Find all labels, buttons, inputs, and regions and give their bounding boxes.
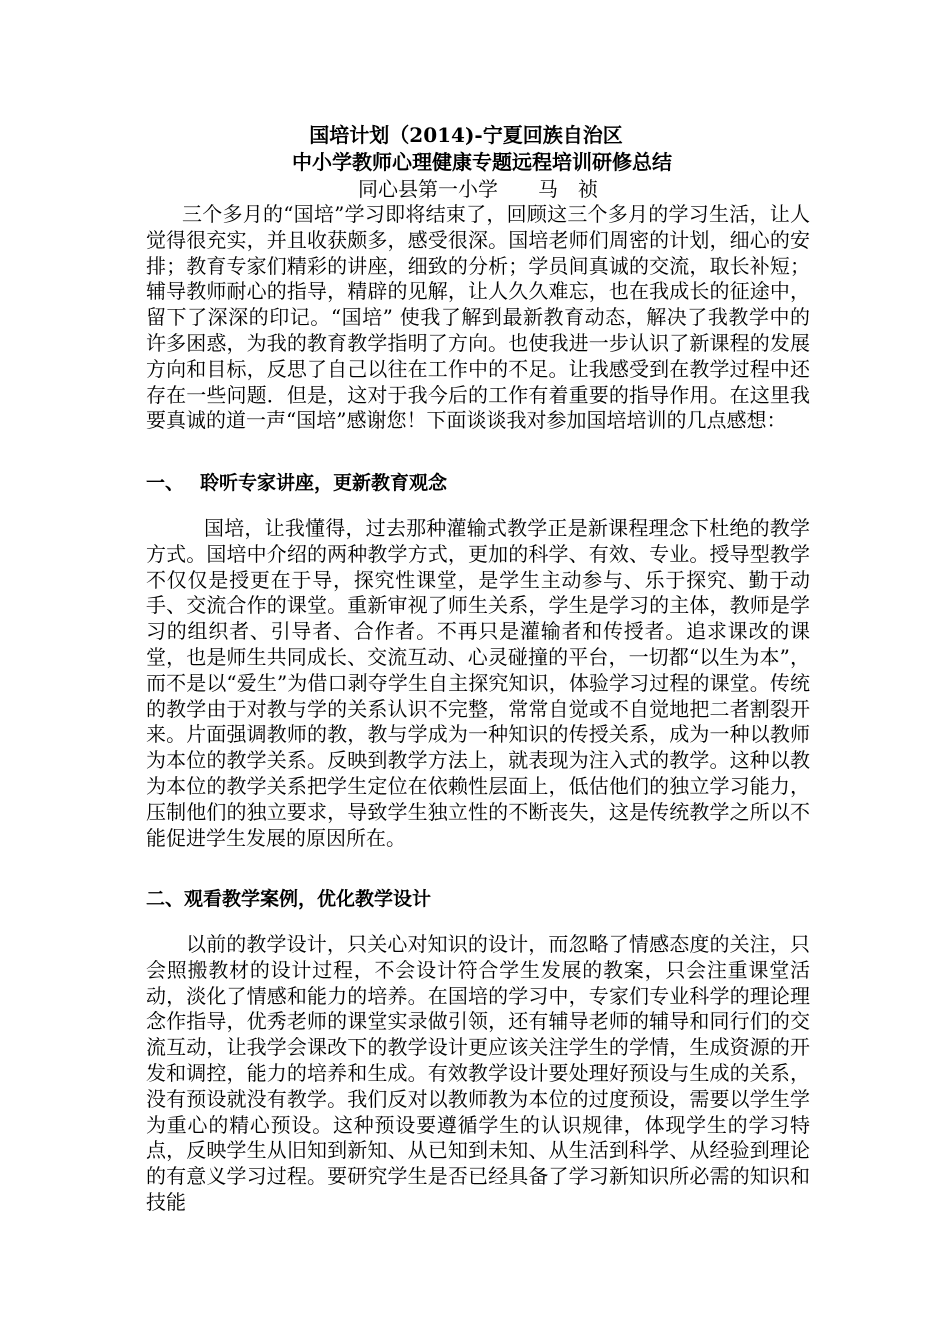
section-heading-1-number: 一、 xyxy=(146,472,185,494)
author-name: 马 祯 xyxy=(538,177,598,201)
author-school: 同心县第一小学 xyxy=(358,177,498,201)
section-heading-2: 二、观看教学案例，优化教学设计 xyxy=(146,888,432,910)
title-block xyxy=(146,122,810,202)
section-2-paragraph: 以前的教学设计，只关心对知识的设计，而忽略了情感态度的关注，只会照搬教材的设计过程，不会设计符合学生发展的教案，只会注重课堂活动，淡化了情感和能力的培养。在国培的学习中，专家们专业科学的理论理念作指导，优秀老师的课堂实录做引领，还有辅导老师的辅导和同行们的交流互动，让我学会课改下的教学设计更应该关注学生的学情，生成资源的开发和调控，能力的培养和生成。有效教学设计要处理好预设与生成的关系，没有预设就没有教学。我们反对以教师教为本位的过度预设，需要以学生学为重心的精心预设。这种预设要遵循学生的认识规律，体现学生的学习特点，反映学生从旧知到新知、从已知到未知、从生活到科学、从经验到理论的有意义学习过程。要研究学生是否已经具备了学习新知识所必需的知识和技能 xyxy=(146,932,810,1214)
document-title-line1: 国培计划（2014)-宁夏回族自治区 xyxy=(309,123,623,147)
intro-paragraph: 三个多月的“国培”学习即将结束了，回顾这三个多月的学习生活，让人觉得很充实，并且收获颇多，感受很深。国培老师们周密的计划，细心的安排；教育专家们精彩的讲座，细致的分析；学员间真诚的交流，取长补短；辅导教师耐心的指导，精辟的见解，让人久久难忘，也在我成长的征途中，留下了深深的印记。“国培” 使我了解到最新教育动态，解决了我教学中的许多困惑，为我的教育教学指明了方向。也使我进一步认识了新课程的发展方向和目标，反思了自己以往在工作中的不足。让我感受到在教学过程中还存在一些问题．但是，这对于我今后的工作有着重要的指导作用。在这里我要真诚的道一声“国培”感谢您！下面谈谈我对参加国培培训的几点感想： xyxy=(146,202,810,433)
document-title-line2: 中小学教师心理健康专题远程培训研修总结 xyxy=(292,150,672,174)
author-line xyxy=(146,176,810,202)
section-1-paragraph: 国培，让我懂得，过去那种灌输式教学正是新课程理念下杜绝的教学方式。国培中介绍的两种教学方式，更加的科学、有效、专业。授导型教学不仅仅是授更在于导，探究性课堂，是学生主动参与、乐于探究、勤于动手、交流合作的课堂。重新审视了师生关系，学生是学习的主体，教师是学习的组织者、引导者、合作者。不再只是灌输者和传授者。追求课改的课堂，也是师生共同成长、交流互动、心灵碰撞的平台，一切都“以生为本”，而不是以“爱生”为借口剥夺学生自主探究知识，体验学习过程的课堂。传统的教学由于对教与学的关系认识不完整，常常自觉或不自觉地把二者割裂开来。片面强调教师的教，教与学成为一种知识的传授关系，成为一种以教师为本位的教学关系。反映到教学方法上，就表现为注入式的教学。这种以教为本位的教学关系把学生定位在依赖性层面上，低估他们的独立学习能力，压制他们的独立要求，导致学生独立性的不断丧失，这是传统教学之所以不能促进学生发展的原因所在。 xyxy=(146,516,810,850)
section-heading-1 xyxy=(146,470,447,496)
section-heading-1-text: 聆听专家讲座，更新教育观念 xyxy=(200,472,448,494)
